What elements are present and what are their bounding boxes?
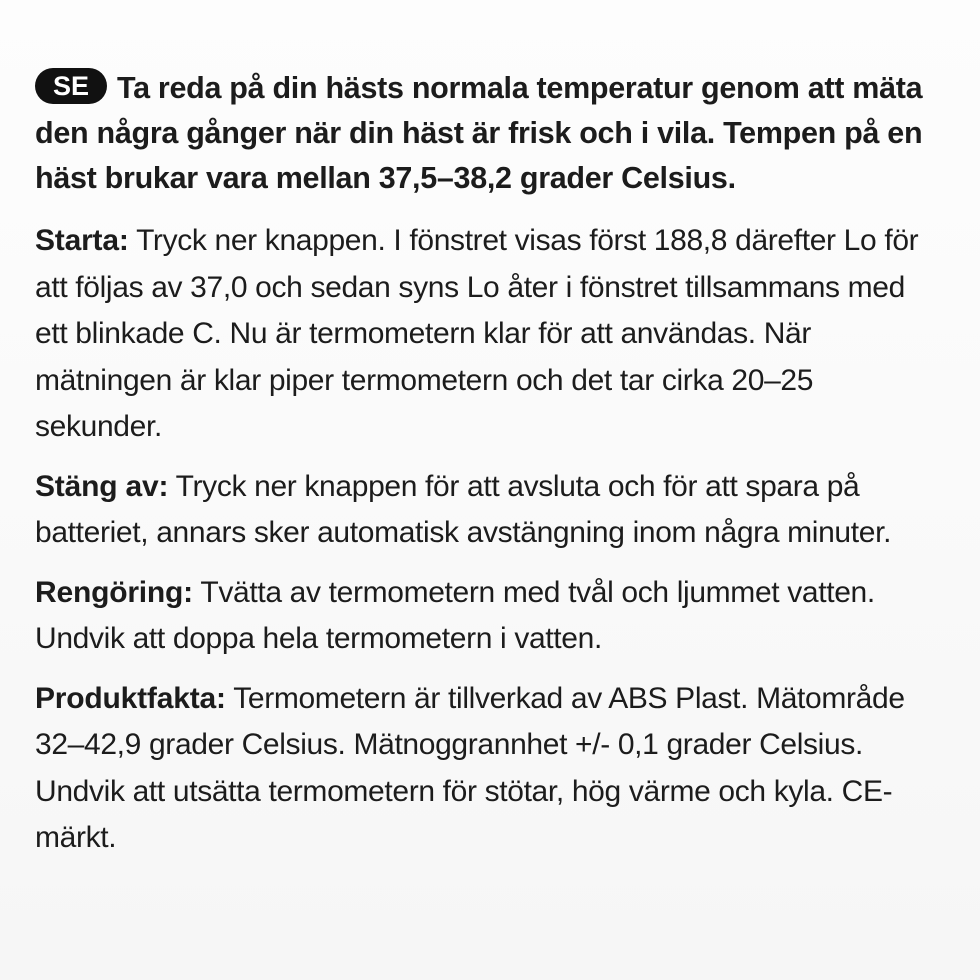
language-badge: SE <box>35 68 107 104</box>
section-power-off <box>35 464 940 557</box>
section-heading: Rengöring: <box>35 575 193 609</box>
instruction-text <box>35 66 940 875</box>
section-start <box>35 218 940 451</box>
section-product-facts <box>35 676 940 862</box>
section-heading: Produktfakta: <box>35 681 226 715</box>
intro-paragraph <box>35 66 940 201</box>
section-heading: Starta: <box>35 224 129 257</box>
intro-text: Ta reda på din hästs normala temperatur genom att mäta den några gånger när din häst är frisk och i vila. Tempen på en häst brukar vara mellan 37,5–38,2 grader Celsius. <box>35 71 923 195</box>
section-heading: Stäng av: <box>35 469 169 503</box>
section-body: Tvätta av termometern med tvål och ljummet vatten. Undvik att doppa hela termometern i vatten. <box>35 575 875 655</box>
section-cleaning <box>35 570 940 663</box>
section-body: Tryck ner knappen för att avsluta och för att spara på batteriet, annars sker automatisk avstängning inom några minuter. <box>35 469 892 549</box>
section-body: Termometern är tillverkad av ABS Plast. Mätområde 32–42,9 grader Celsius. Mätnoggrannhet +/- 0,1 grader Celsius. Undvik att utsätta termometern för stötar, hög värme och kyla. CE-märkt. <box>35 681 905 854</box>
section-body: Tryck ner knappen. I fönstret visas först 188,8 därefter Lo för att följas av 37,0 och sedan syns Lo åter i fönstret tillsammans med ett blinkade C. Nu är termometern klar för att användas. När mätningen är klar piper termometern och det tar cirka 20–25 sekunder. <box>35 224 919 443</box>
